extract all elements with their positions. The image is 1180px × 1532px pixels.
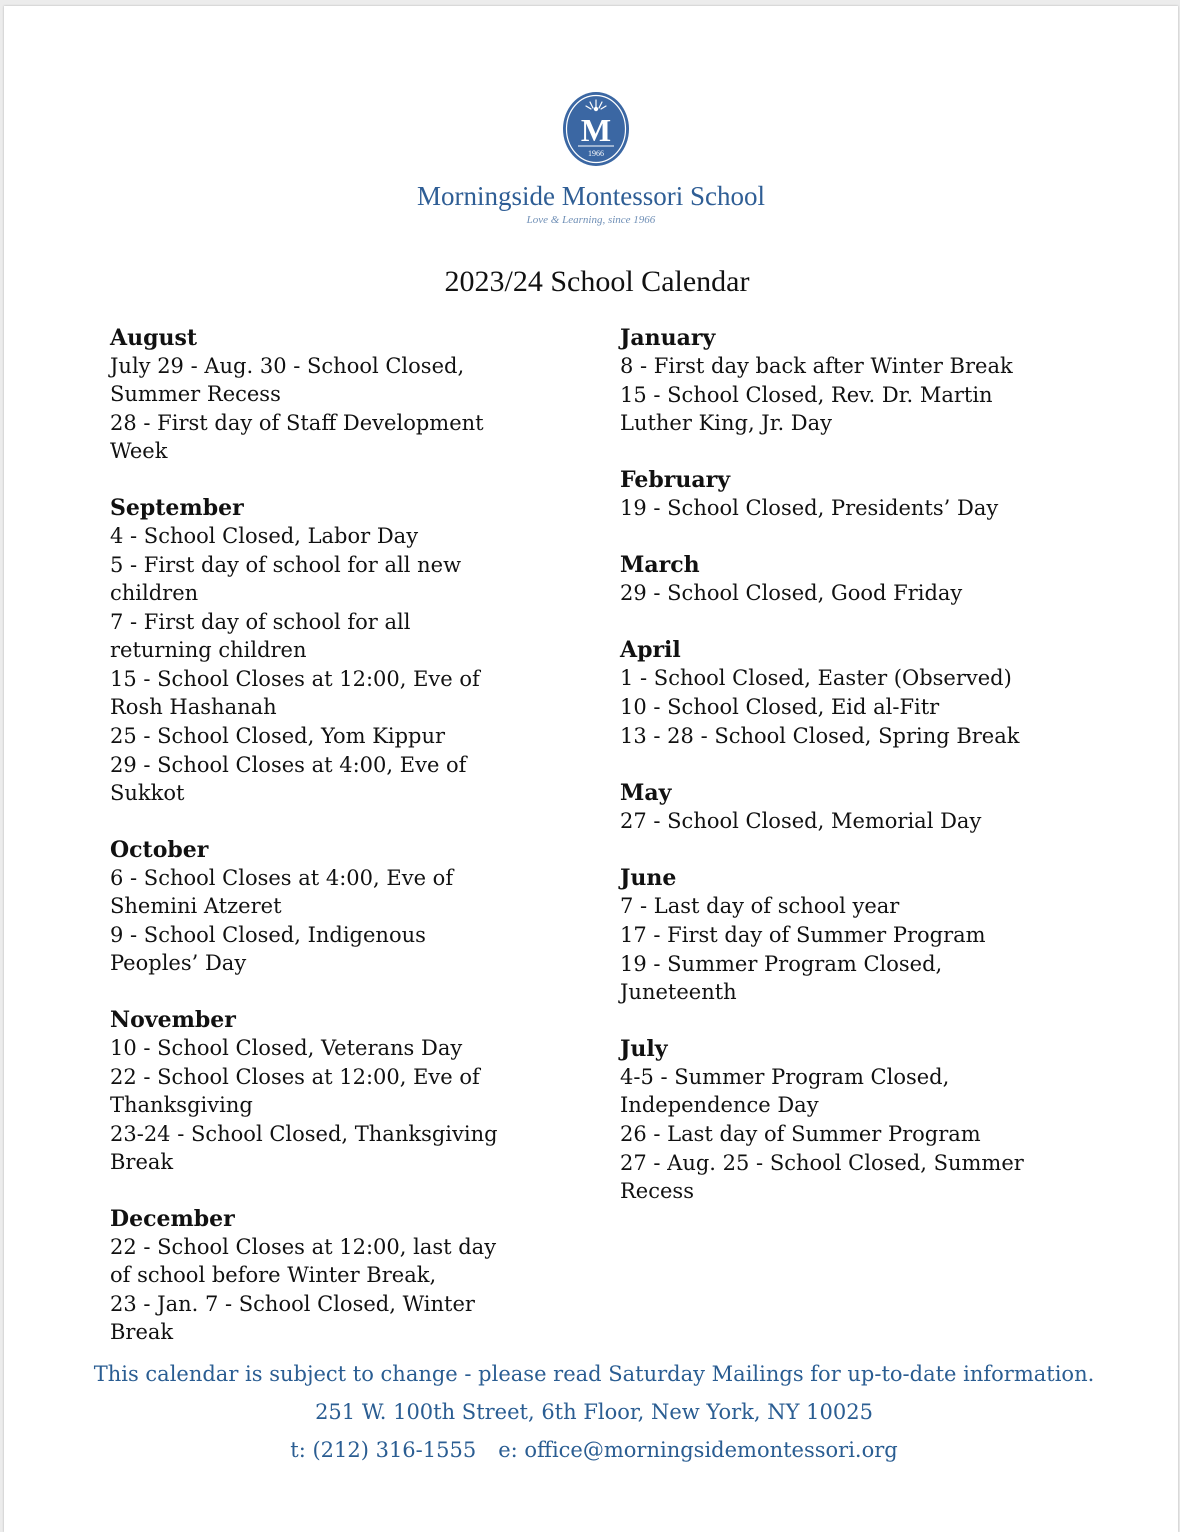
calendar-event: 15 - School Closed, Rev. Dr. Martin Luther King, Jr. Day: [620, 383, 993, 435]
footer-notice: This calendar is subject to change - please read Saturday Mailings for up-to-date information.: [93, 1362, 1095, 1386]
calendar-event: 7 - Last day of school year: [620, 894, 900, 918]
calendar-event: 19 - School Closed, Presidents’ Day: [620, 496, 999, 520]
calendar-event: 25 - School Closed, Yom Kippur: [110, 724, 446, 748]
month-section-september: [110, 494, 510, 807]
calendar-event: 7 - First day of school for all returning children: [110, 610, 411, 662]
footer-contact: [4, 1438, 1180, 1462]
footer-address: 251 W. 100th Street, 6th Floor, New York, NY 10025: [315, 1400, 873, 1424]
calendar-event: 9 - School Closed, Indigenous Peoples’ Day: [110, 923, 426, 975]
calendar-event: 27 - School Closed, Memorial Day: [620, 809, 982, 833]
school-name: Morningside Montessori School: [417, 181, 765, 211]
calendar-event: 29 - School Closed, Good Friday: [620, 581, 963, 605]
month-section-august: [110, 324, 510, 465]
calendar-event: 10 - School Closed, Eid al-Fitr: [620, 695, 940, 719]
document-page: [4, 6, 1178, 1532]
page-title: 2023/24 School Calendar: [444, 265, 750, 298]
month-section-february: [620, 466, 1060, 522]
month-heading: March: [620, 552, 700, 578]
calendar-event: 6 - School Closes at 4:00, Eve of Shemini Atzeret: [110, 866, 454, 918]
calendar-event: 1 - School Closed, Easter (Observed): [620, 666, 1012, 690]
footer-phone: t: (212) 316-1555: [290, 1438, 477, 1462]
month-heading: December: [110, 1206, 235, 1232]
calendar-event: 28 - First day of Staff Development Week: [110, 411, 484, 463]
calendar-event: 22 - School Closes at 12:00, last day of school before Winter Break,: [110, 1235, 497, 1287]
footer-email-link[interactable]: e: office@morningsidemontessori.org: [498, 1438, 898, 1462]
month-heading: June: [620, 865, 677, 891]
calendar-event: 26 - Last day of Summer Program: [620, 1122, 981, 1146]
month-section-july: [620, 1035, 1060, 1205]
calendar-event: 15 - School Closes at 12:00, Eve of Rosh Hashanah: [110, 667, 480, 719]
calendar-event: 4 - School Closed, Labor Day: [110, 524, 419, 548]
calendar-event: July 29 - Aug. 30 - School Closed, Summer Recess: [110, 354, 465, 406]
calendar-event: 19 - Summer Program Closed, Juneteenth: [620, 952, 943, 1004]
month-heading: October: [110, 837, 209, 863]
month-section-december: [110, 1205, 510, 1346]
calendar-event: 29 - School Closes at 4:00, Eve of Sukkot: [110, 753, 467, 805]
calendar-event: 4-5 - Summer Program Closed, Independence Day: [620, 1065, 950, 1117]
calendar-event: 27 - Aug. 25 - School Closed, Summer Recess: [620, 1151, 1024, 1203]
month-heading: April: [620, 637, 681, 663]
calendar-event: 23 - Jan. 7 - School Closed, Winter Break: [110, 1292, 475, 1344]
seal-letter-text: M: [580, 112, 612, 148]
calendar-column-left: [110, 324, 510, 1375]
month-section-march: [620, 551, 1060, 607]
calendar-event: 17 - First day of Summer Program: [620, 923, 986, 947]
month-section-november: [110, 1006, 510, 1176]
month-heading: February: [620, 467, 731, 493]
month-section-january: [620, 324, 1060, 437]
month-heading: January: [620, 325, 716, 351]
calendar-event: 8 - First day back after Winter Break: [620, 354, 1013, 378]
month-heading: September: [110, 495, 244, 521]
school-seal-logo: [562, 91, 630, 167]
school-tagline: Love & Learning, since 1966: [526, 214, 656, 226]
calendar-event: 13 - 28 - School Closed, Spring Break: [620, 724, 1020, 748]
calendar-column-right: [620, 324, 1060, 1234]
month-heading: August: [110, 325, 197, 351]
month-section-october: [110, 836, 510, 977]
month-section-april: [620, 636, 1060, 750]
calendar-event: 5 - First day of school for all new children: [110, 553, 462, 605]
month-heading: July: [620, 1036, 668, 1062]
month-section-may: [620, 779, 1060, 835]
month-section-june: [620, 864, 1060, 1006]
calendar-event: 23-24 - School Closed, Thanksgiving Break: [110, 1122, 498, 1174]
calendar-event: 10 - School Closed, Veterans Day: [110, 1036, 463, 1060]
seal-year-text: 1966: [588, 149, 604, 158]
month-heading: May: [620, 780, 672, 806]
month-heading: November: [110, 1007, 236, 1033]
calendar-event: 22 - School Closes at 12:00, Eve of Thanksgiving: [110, 1065, 480, 1117]
